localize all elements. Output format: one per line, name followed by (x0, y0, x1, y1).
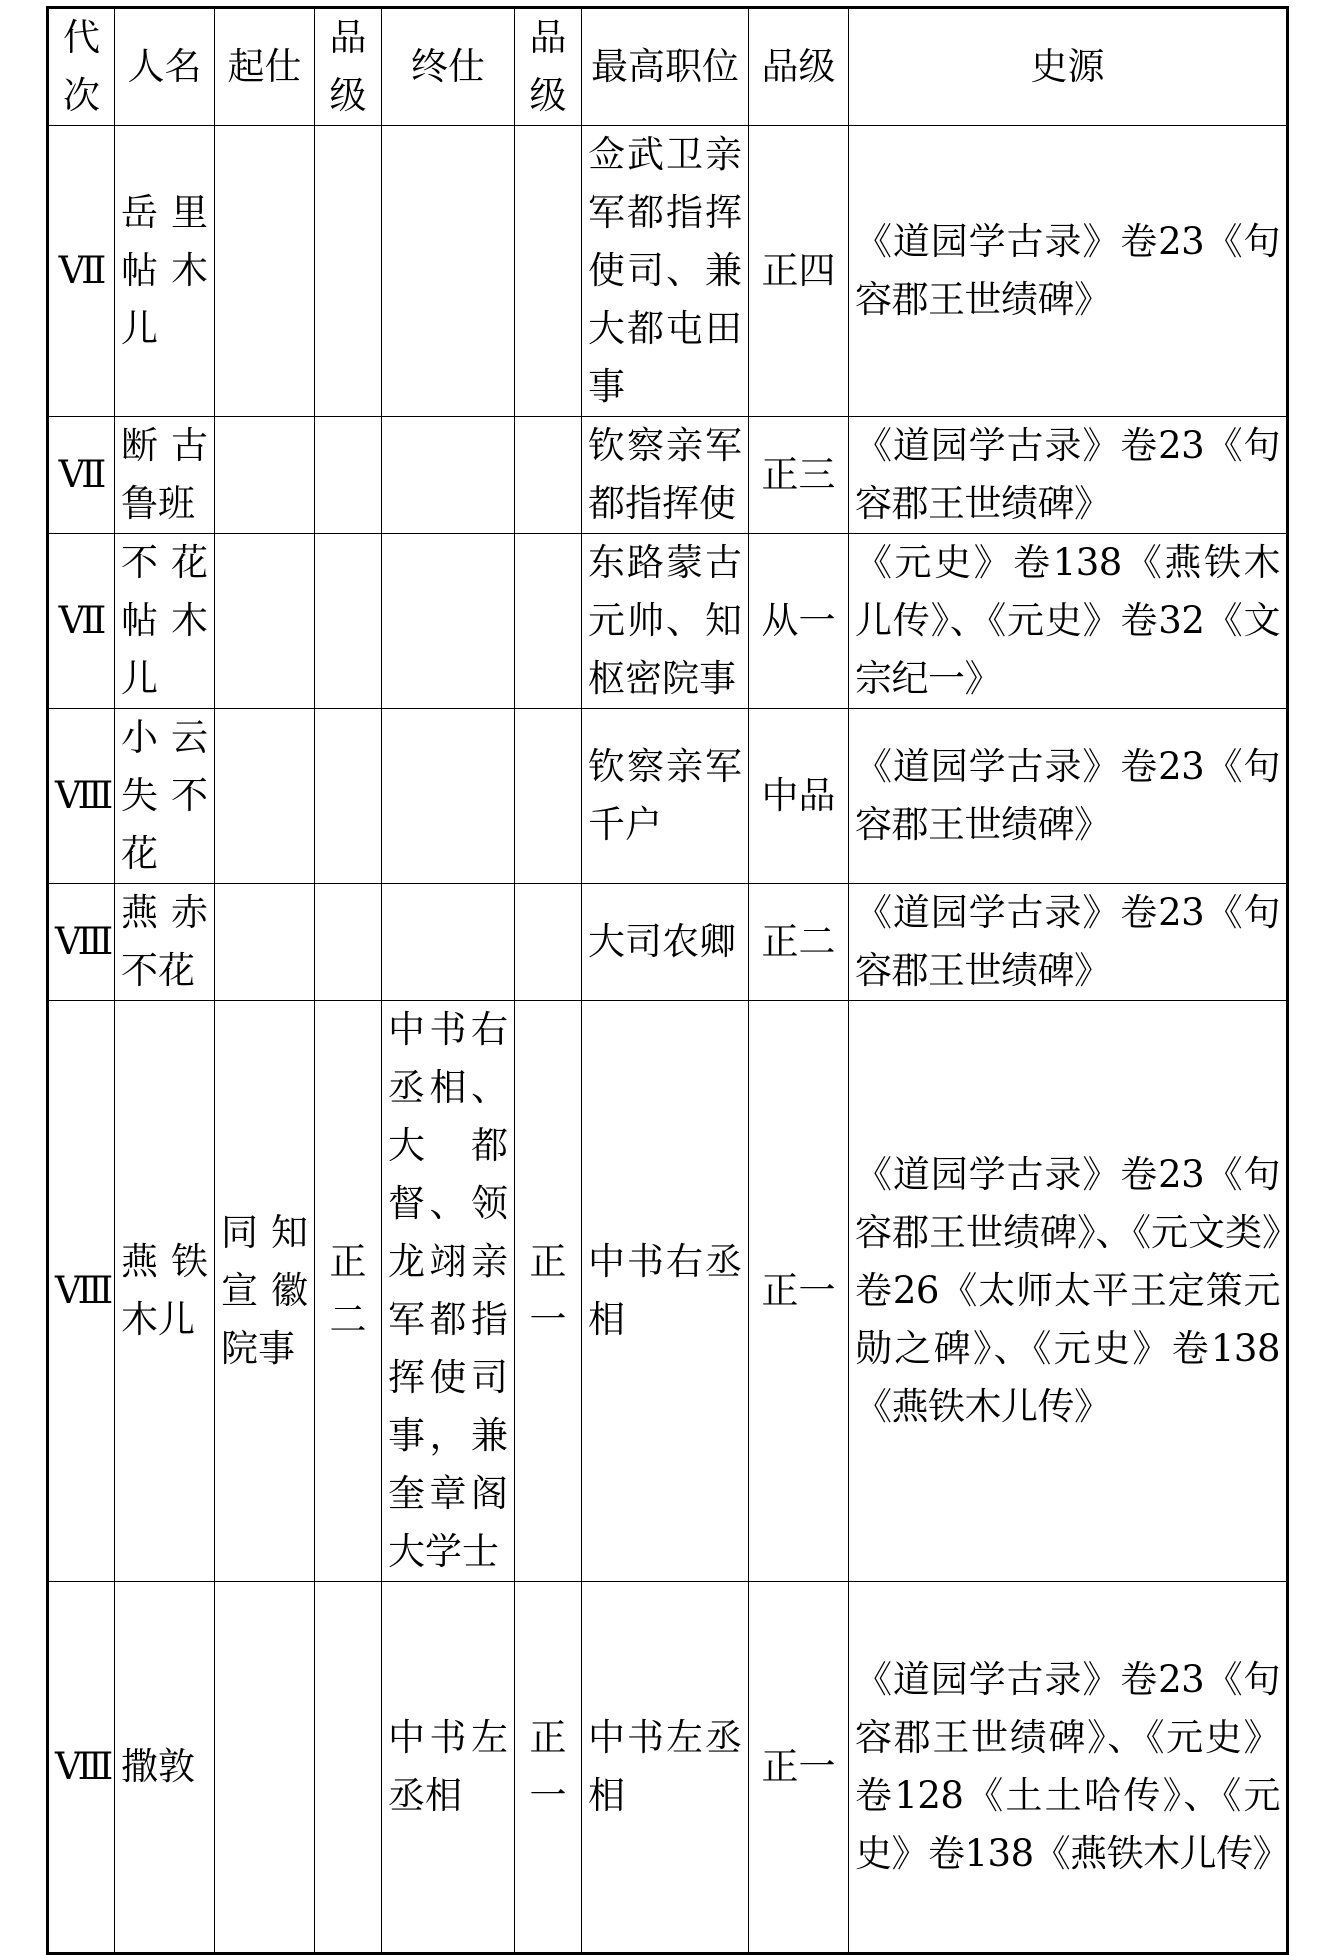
end-rank-cell: 正一 (515, 1001, 582, 1582)
end-rank-cell (515, 534, 582, 709)
header-generation: 代次 (48, 8, 115, 126)
end-rank-cell (515, 417, 582, 534)
generation-cell: Ⅶ (48, 534, 115, 709)
source-cell: 《道园学古录》卷23《句容郡王世绩碑》 (849, 126, 1288, 417)
end-post-cell: 中书左丞相 (382, 1582, 515, 1954)
end-post-cell (382, 534, 515, 709)
top-post-cell: 东路蒙古元帅、知枢密院事 (582, 534, 749, 709)
end-post-cell (382, 884, 515, 1001)
source-cell: 《道园学古录》卷23《句容郡王世绩碑》、《元史》卷128《土土哈传》、《元史》卷138《燕铁木儿传》 (849, 1582, 1288, 1954)
start-rank-cell: 正二 (315, 1001, 382, 1582)
top-post-cell: 中书左丞相 (582, 1582, 749, 1954)
start-post-cell (215, 709, 315, 884)
start-post-cell (215, 534, 315, 709)
table-row (48, 1001, 1288, 1582)
name-cell: 岳里帖木儿 (115, 126, 215, 417)
header-row (48, 8, 1288, 126)
end-rank-cell (515, 709, 582, 884)
generation-cell: Ⅷ (48, 709, 115, 884)
end-post-cell (382, 709, 515, 884)
top-post-cell: 佥武卫亲军都指挥使司、兼大都屯田事 (582, 126, 749, 417)
name-cell: 撒敦 (115, 1582, 215, 1954)
header-top-rank: 品级 (749, 8, 849, 126)
start-post-cell: 同知宣徽院事 (215, 1001, 315, 1582)
end-post-cell (382, 126, 515, 417)
generation-cell: Ⅷ (48, 884, 115, 1001)
header-top-post: 最高职位 (582, 8, 749, 126)
end-rank-cell (515, 884, 582, 1001)
top-rank-cell: 中品 (749, 709, 849, 884)
header-end-post: 终仕 (382, 8, 515, 126)
top-post-cell: 中书右丞相 (582, 1001, 749, 1582)
generation-cell: Ⅶ (48, 417, 115, 534)
table-row (48, 126, 1288, 417)
top-post-cell: 钦察亲军都指挥使 (582, 417, 749, 534)
table-row (48, 534, 1288, 709)
end-post-cell: 中书右丞相、大都督、领龙翊亲军都指挥使司事，兼奎章阁大学士 (382, 1001, 515, 1582)
name-cell: 小云失不花 (115, 709, 215, 884)
top-rank-cell: 正一 (749, 1582, 849, 1954)
name-cell: 燕铁木儿 (115, 1001, 215, 1582)
source-cell: 《道园学古录》卷23《句容郡王世绩碑》、《元文类》卷26《太师太平王定策元勋之碑》、《元史》卷138《燕铁木儿传》 (849, 1001, 1288, 1582)
start-rank-cell (315, 126, 382, 417)
table-row (48, 709, 1288, 884)
header-end-rank: 品级 (515, 8, 582, 126)
generation-cell: Ⅷ (48, 1582, 115, 1954)
top-post-cell: 钦察亲军千户 (582, 709, 749, 884)
table-row (48, 884, 1288, 1001)
top-rank-cell: 从一 (749, 534, 849, 709)
source-cell: 《道园学古录》卷23《句容郡王世绩碑》 (849, 884, 1288, 1001)
start-post-cell (215, 126, 315, 417)
name-cell: 燕赤不花 (115, 884, 215, 1001)
start-post-cell (215, 884, 315, 1001)
top-rank-cell: 正一 (749, 1001, 849, 1582)
end-rank-cell (515, 126, 582, 417)
end-rank-cell: 正一 (515, 1582, 582, 1954)
top-rank-cell: 正二 (749, 884, 849, 1001)
start-rank-cell (315, 534, 382, 709)
source-cell: 《元史》卷138《燕铁木儿传》、《元史》卷32《文宗纪一》 (849, 534, 1288, 709)
header-source: 史源 (849, 8, 1288, 126)
header-name: 人名 (115, 8, 215, 126)
top-post-cell: 大司农卿 (582, 884, 749, 1001)
generation-cell: Ⅷ (48, 1001, 115, 1582)
source-cell: 《道园学古录》卷23《句容郡王世绩碑》 (849, 709, 1288, 884)
start-rank-cell (315, 417, 382, 534)
header-start-rank: 品级 (315, 8, 382, 126)
name-cell: 断古鲁班 (115, 417, 215, 534)
source-cell: 《道园学古录》卷23《句容郡王世绩碑》 (849, 417, 1288, 534)
generation-cell: Ⅶ (48, 126, 115, 417)
table-row (48, 417, 1288, 534)
header-start-post: 起仕 (215, 8, 315, 126)
name-cell: 不花帖木儿 (115, 534, 215, 709)
top-rank-cell: 正四 (749, 126, 849, 417)
lineage-table (46, 6, 1289, 1955)
end-post-cell (382, 417, 515, 534)
top-rank-cell: 正三 (749, 417, 849, 534)
start-rank-cell (315, 884, 382, 1001)
start-post-cell (215, 417, 315, 534)
start-rank-cell (315, 709, 382, 884)
